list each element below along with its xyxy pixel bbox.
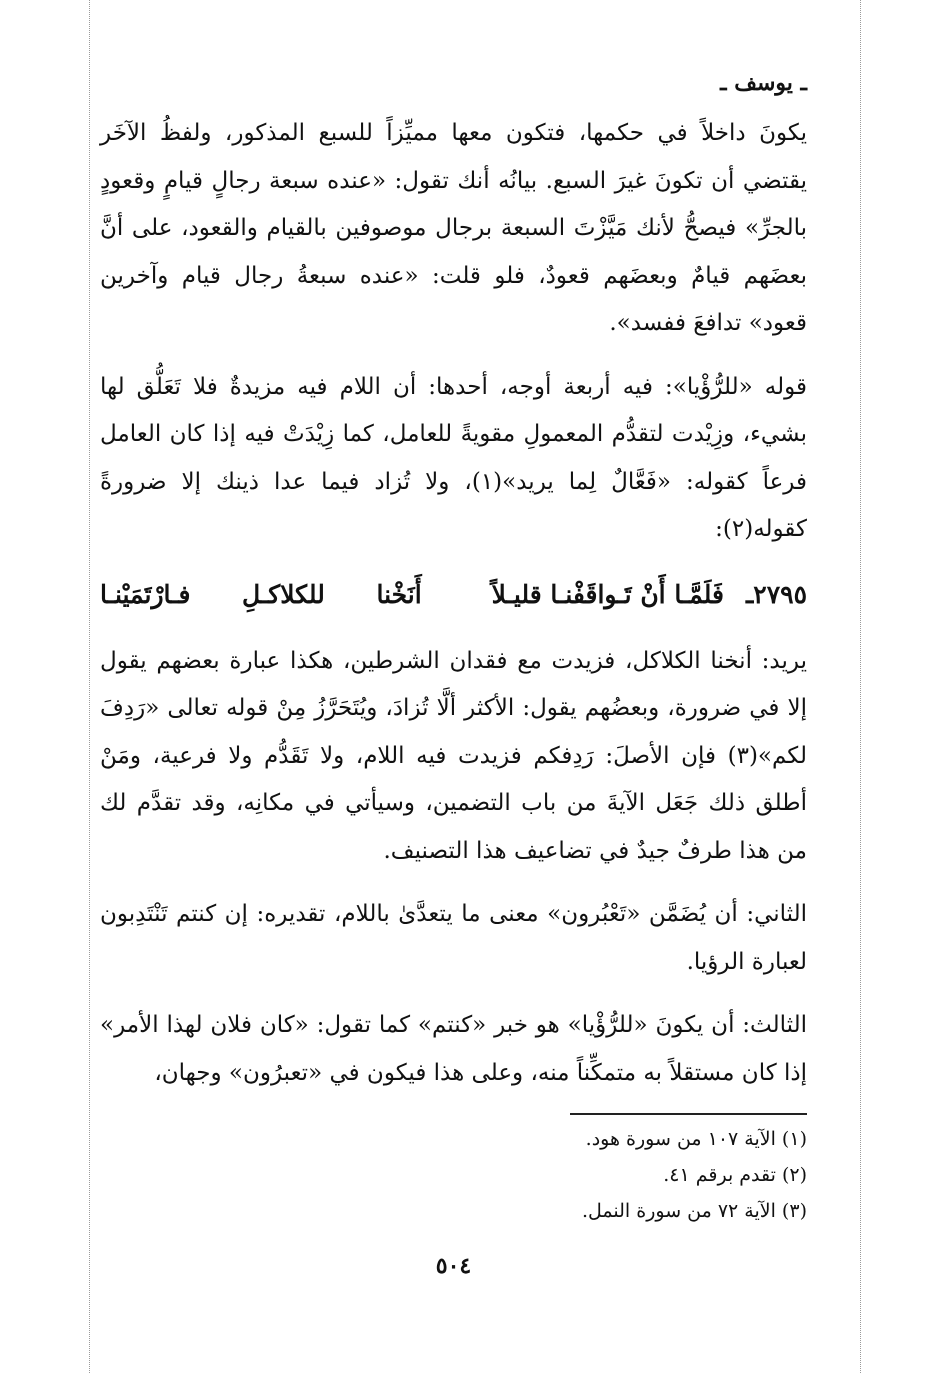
scan-guide-line-right: [860, 0, 861, 1373]
paragraph-4: الثاني: أن يُضَمَّن «تَعْبُرون» معنى ما يتعدَّىٰ باللام، تقديره: إن كنتم تَنْتَدِبون لعبارة الرؤيا.: [100, 901, 807, 975]
verse-hemistich-second: أَنَخْنا للكلاكـلِ فـارْتَمَيْنـا: [100, 579, 422, 609]
verse-hemistich-first: فَلَمَّـا أَنْ تَـواقَفْنـا قليـلاً: [491, 579, 724, 609]
verse-number: ٢٧٩٥ـ: [745, 579, 807, 609]
footnote-1: (١) الآية ١٠٧ من سورة هود.: [585, 1128, 807, 1150]
footnote-3: (٣) الآية ٧٢ من سورة النمل.: [582, 1200, 807, 1222]
paragraph-2: قوله «للرُّؤْيا»: فيه أربعة أوجه، أحدها: أن اللام فيه مزيدةٌ فلا تَعَلُّق لها بشيء، وزِيْدت لتقدُّم المعمولِ مقويةً للعامل، كما زِيْدَتْ فيه إذا كان العامل فرعاً كقوله: «فَعَّالٌ لِما يريد»(١)، ولا تُزاد فيما عدا ذينك إلا ضرورةً كقوله(٢):: [100, 373, 807, 542]
footnote-2: (٢) تقدم برقم ٤١.: [663, 1164, 807, 1186]
document-page: [100, 60, 807, 1279]
footnotes: [100, 1113, 807, 1229]
page-number: ٥٠٤: [435, 1253, 472, 1279]
paragraph-1: يكونَ داخلاً في حكمها، فتكون معها مميِّزاً للسبع المذكور، ولفظُ الآخَر يقتضي أن تكونَ غيرَ السبع. بيانُه أنك تقول: «عنده سبعة رجالٍ قيامٍ وقعودٍ بالجرِّ» فيصحُّ لأنك مَيَّزْتَ السبعة برجال موصوفين بالقيام والقعود، على أنَّ بعضَهم قيامٌ وبعضَهم قعودٌ، فلو قلت: «عنده سبعةُ رجال قيام وآخرين قعود» تدافعَ ففسد».: [100, 120, 807, 336]
paragraph-3: يريد: أنخنا الكلاكل، فزيدت مع فقدان الشرطين، هكذا عبارة بعضهم يقول إلا في ضرورة، وبعضُهم يقول: الأكثر ألَّا تُزادَ، ويُتَحَرَّزُ مِنْ قوله تعالى «رَدِفَ لكم»(٣) فإن الأصلَ: رَدِفكم فزيدت فيه اللام، ولا تَقَدُّم ولا فرعية، ومَنْ أطلق ذلك جَعَل الآيةَ من باب التضمين، وسيأتي في مكانِه، وقد تقدَّم لك من هذا طرفٌ جيدٌ في تضاعيف هذا التصنيف.: [100, 647, 807, 864]
poetry-verse: [100, 570, 807, 620]
paragraph-5: الثالث: أن يكونَ «للرُّؤْيا» هو خبر «كنتم» كما تقول: «كان فلان لهذا الأمر» إذا كان مستقلاً به متمكِّناً منه، وعلى هذا فيكون في «تعبرُون» وجهان،: [100, 1012, 807, 1086]
footnote-divider: [570, 1113, 807, 1115]
scan-guide-line-left: [89, 0, 90, 1373]
running-header: ـ يوسف ـ: [720, 70, 807, 96]
